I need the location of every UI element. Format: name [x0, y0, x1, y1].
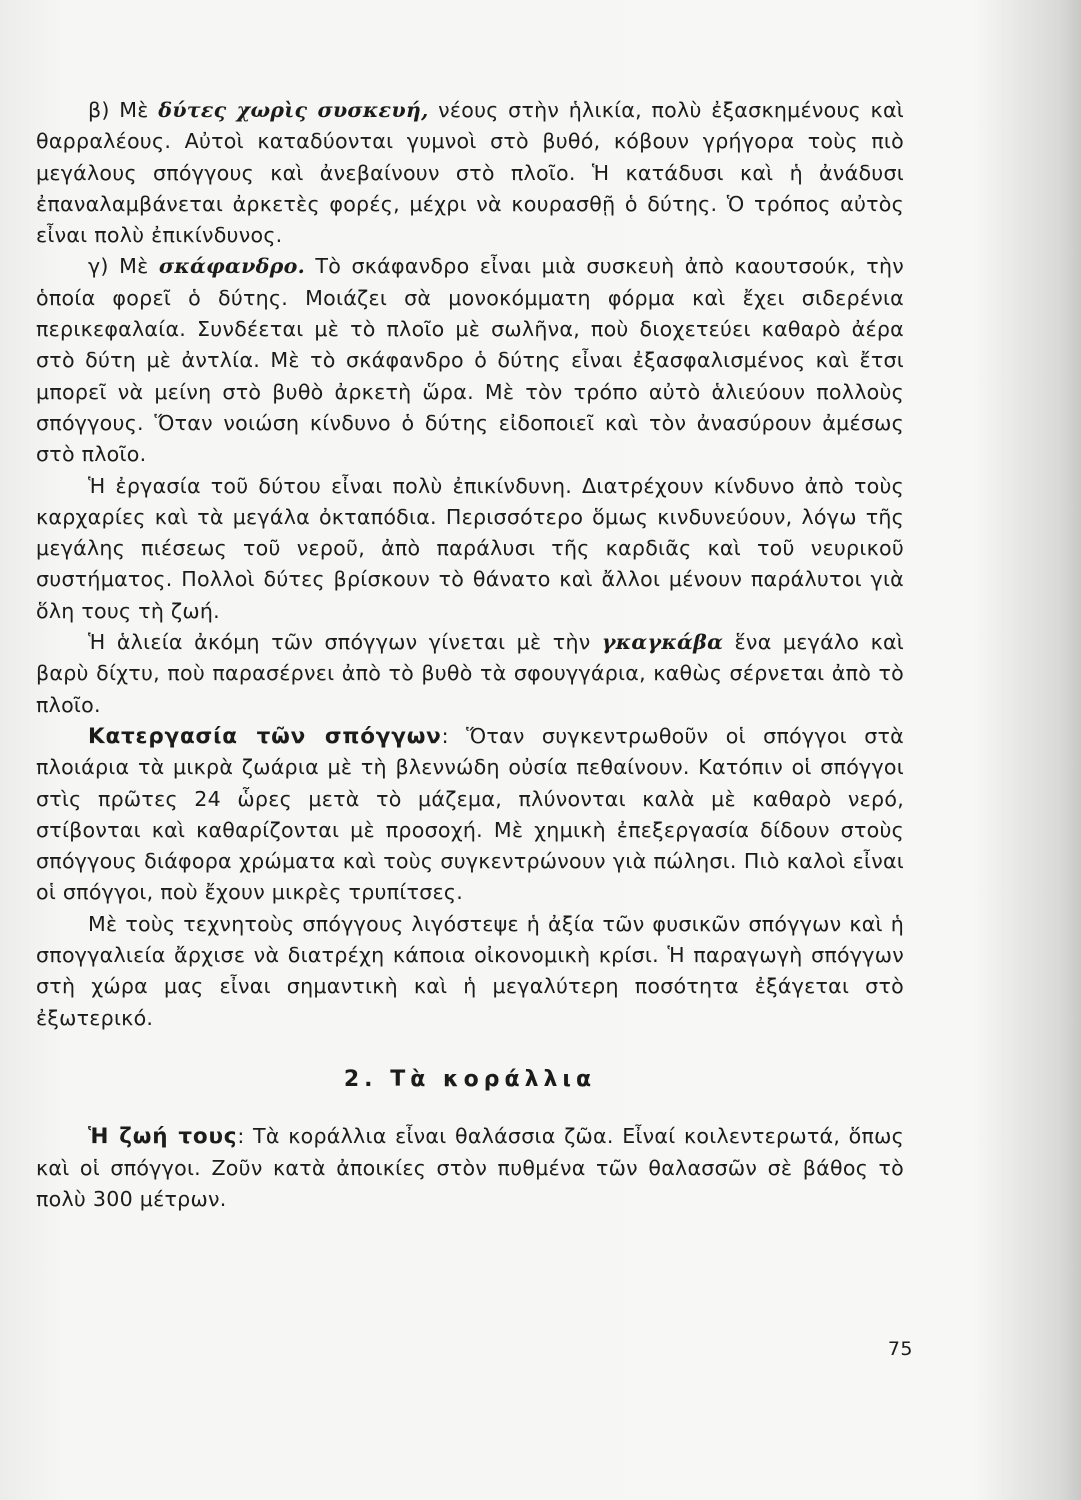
list-marker-c: γ) Μὲ: [88, 254, 159, 279]
emphasis-diving-suit: σκάφανδρο.: [158, 254, 305, 279]
section-title-corals: 2. Τὰ κοράλλια: [343, 1066, 597, 1092]
paragraph-text: Ἡ ἁλιεία ἀκόμη τῶν σπόγγων γίνεται μὲ τὴν: [88, 630, 602, 655]
paragraph-sponge-processing: [36, 721, 904, 909]
paragraph-artificial-sponges: Μὲ τοὺς τεχνητοὺς σπόγγους λιγόστεψε ἡ ἀξία τῶν φυσικῶν σπόγγων καὶ ἡ σπογγαλιεία ἄρχισε νὰ διατρέχη κάποια οἰκονομικὴ κρίσι. Ἡ παραγωγὴ σπόγγων στὴ χώρα μας εἶναι σημαντικὴ καὶ ἡ μεγαλύτερη ποσότητα ἐξάγεται στὸ ἐξωτερικό.: [36, 911, 904, 1030]
paragraph-text: νέους στὴν ἡλικία, πολὺ ἐξασκημένους καὶ θαρραλέους. Αὐτοὶ καταδύονται γυμνοὶ στὸ βυθό, κόβουν γρήγορα τοὺς πιὸ μεγάλους σπόγγους καὶ ἀνεβαίνουν στὸ πλοῖο. Ἡ κατάδυσι καὶ ἡ ἀνάδυσι ἐπαναλαμβάνεται ἀρκετὲς φορές, μέχρι νὰ κουρασθῇ ὁ δύτης. Ὁ τρόπος αὐτὸς εἶναι πολὺ ἐπικίνδυνος.: [36, 98, 904, 248]
paragraph-divers-without-equipment: [36, 95, 904, 251]
paragraph-diver-dangers: Ἡ ἐργασία τοῦ δύτου εἶναι πολὺ ἐπικίνδυνη. Διατρέχουν κίνδυνο ἀπὸ τοὺς καρχαρίες καὶ τὰ μεγάλα ὀκταπόδια. Περισσότερο ὅμως κινδυνεύουν, λόγω τῆς μεγάλης πιέσεως τοῦ νεροῦ, ἀπὸ παράλυσι τῆς καρδιᾶς καὶ τοῦ νευρικοῦ συστήματος. Πολλοὶ δύτες βρίσκουν τὸ θάνατο καὶ ἄλλοι μένουν παράλυτοι γιὰ ὅλη τους τὴ ζωή.: [36, 473, 904, 623]
emphasis-divers-without-equipment: δύτες χωρὶς συσκευή,: [158, 98, 429, 122]
page-number: 75: [887, 1338, 913, 1360]
paragraph-diving-suit: [36, 251, 904, 470]
subheading-coral-life: Ἡ ζωή τους: [88, 1124, 238, 1150]
body-text: [36, 95, 904, 1215]
list-marker-b: β) Μὲ: [88, 98, 159, 122]
paragraph-text: : Ὅταν συγκεντρωθοῦν οἱ σπόγγοι στὰ πλοιάρια τὰ μικρὰ ζωάρια μὲ τὴ βλεννώδη οὐσία πεθαίνουν. Κατόπιν οἱ σπόγγοι στὶς πρῶτες 24 ὧρες μετὰ τὸ μάζεμα, πλύνονται καλὰ μὲ καθαρὸ νερό, στίβονται καὶ καθαρίζονται μὲ προσοχή. Μὲ χημικὴ ἐπεξεργασία δίδουν στοὺς σπόγγους διάφορα χρώματα καὶ τοὺς συγκεντρώνουν γιὰ πώλησι. Πιὸ καλοὶ εἶναι οἱ σπόγγοι, ποὺ ἔχουν μικρὲς τρυπίτσες.: [36, 723, 904, 905]
paragraph-coral-life: [36, 1121, 904, 1215]
subheading-sponge-processing: Κατεργασία τῶν σπόγγων: [88, 723, 442, 749]
paragraph-text: Τὸ σκάφανδρο εἶναι μιὰ συσκευὴ ἀπὸ καουτσούκ, τὴν ὁποία φορεῖ ὁ δύτης. Μοιάζει σὰ μονοκόμματη φόρμα καὶ ἔχει σιδερένια περικεφαλαία. Συνδέεται μὲ τὸ πλοῖο μὲ σωλῆνα, ποὺ διοχετεύει καθαρὸ ἀέρα στὸ δύτη μὲ ἀντλία. Μὲ τὸ σκάφανδρο ὁ δύτης εἶναι ἐξασφαλισμένος καὶ ἔτσι μπορεῖ νὰ μείνη στὸ βυθὸ ἀρκετὴ ὥρα. Μὲ τὸν τρόπο αὐτὸ ἁλιεύουν πολλοὺς σπόγγους. Ὅταν νοιώση κίνδυνο ὁ δύτης εἰδοποιεῖ καὶ τὸν ἀνασύρουν ἀμέσως στὸ πλοῖο.: [36, 254, 905, 467]
paragraph-gangava: [36, 627, 904, 721]
paragraph-text: : Τὰ κοράλλια εἶναι θαλάσσια ζῶα. Εἶναί κοιλεντερωτά, ὅπως καὶ οἱ σπόγγοι. Ζοῦν κατὰ ἀποικίες στὸν πυθμένα τῶν θαλασσῶν σὲ βάθος τὸ πολὺ 300 μέτρων.: [36, 1124, 904, 1211]
paragraph-text: ἕνα μεγάλο καὶ βαρὺ δίχτυ, ποὺ παρασέρνει ἀπὸ τὸ βυθὸ τὰ σφουγγάρια, καθὼς σέρνεται ἀπὸ τὸ πλοῖο.: [36, 630, 904, 717]
emphasis-gangava: γκαγκάβα: [601, 630, 724, 655]
